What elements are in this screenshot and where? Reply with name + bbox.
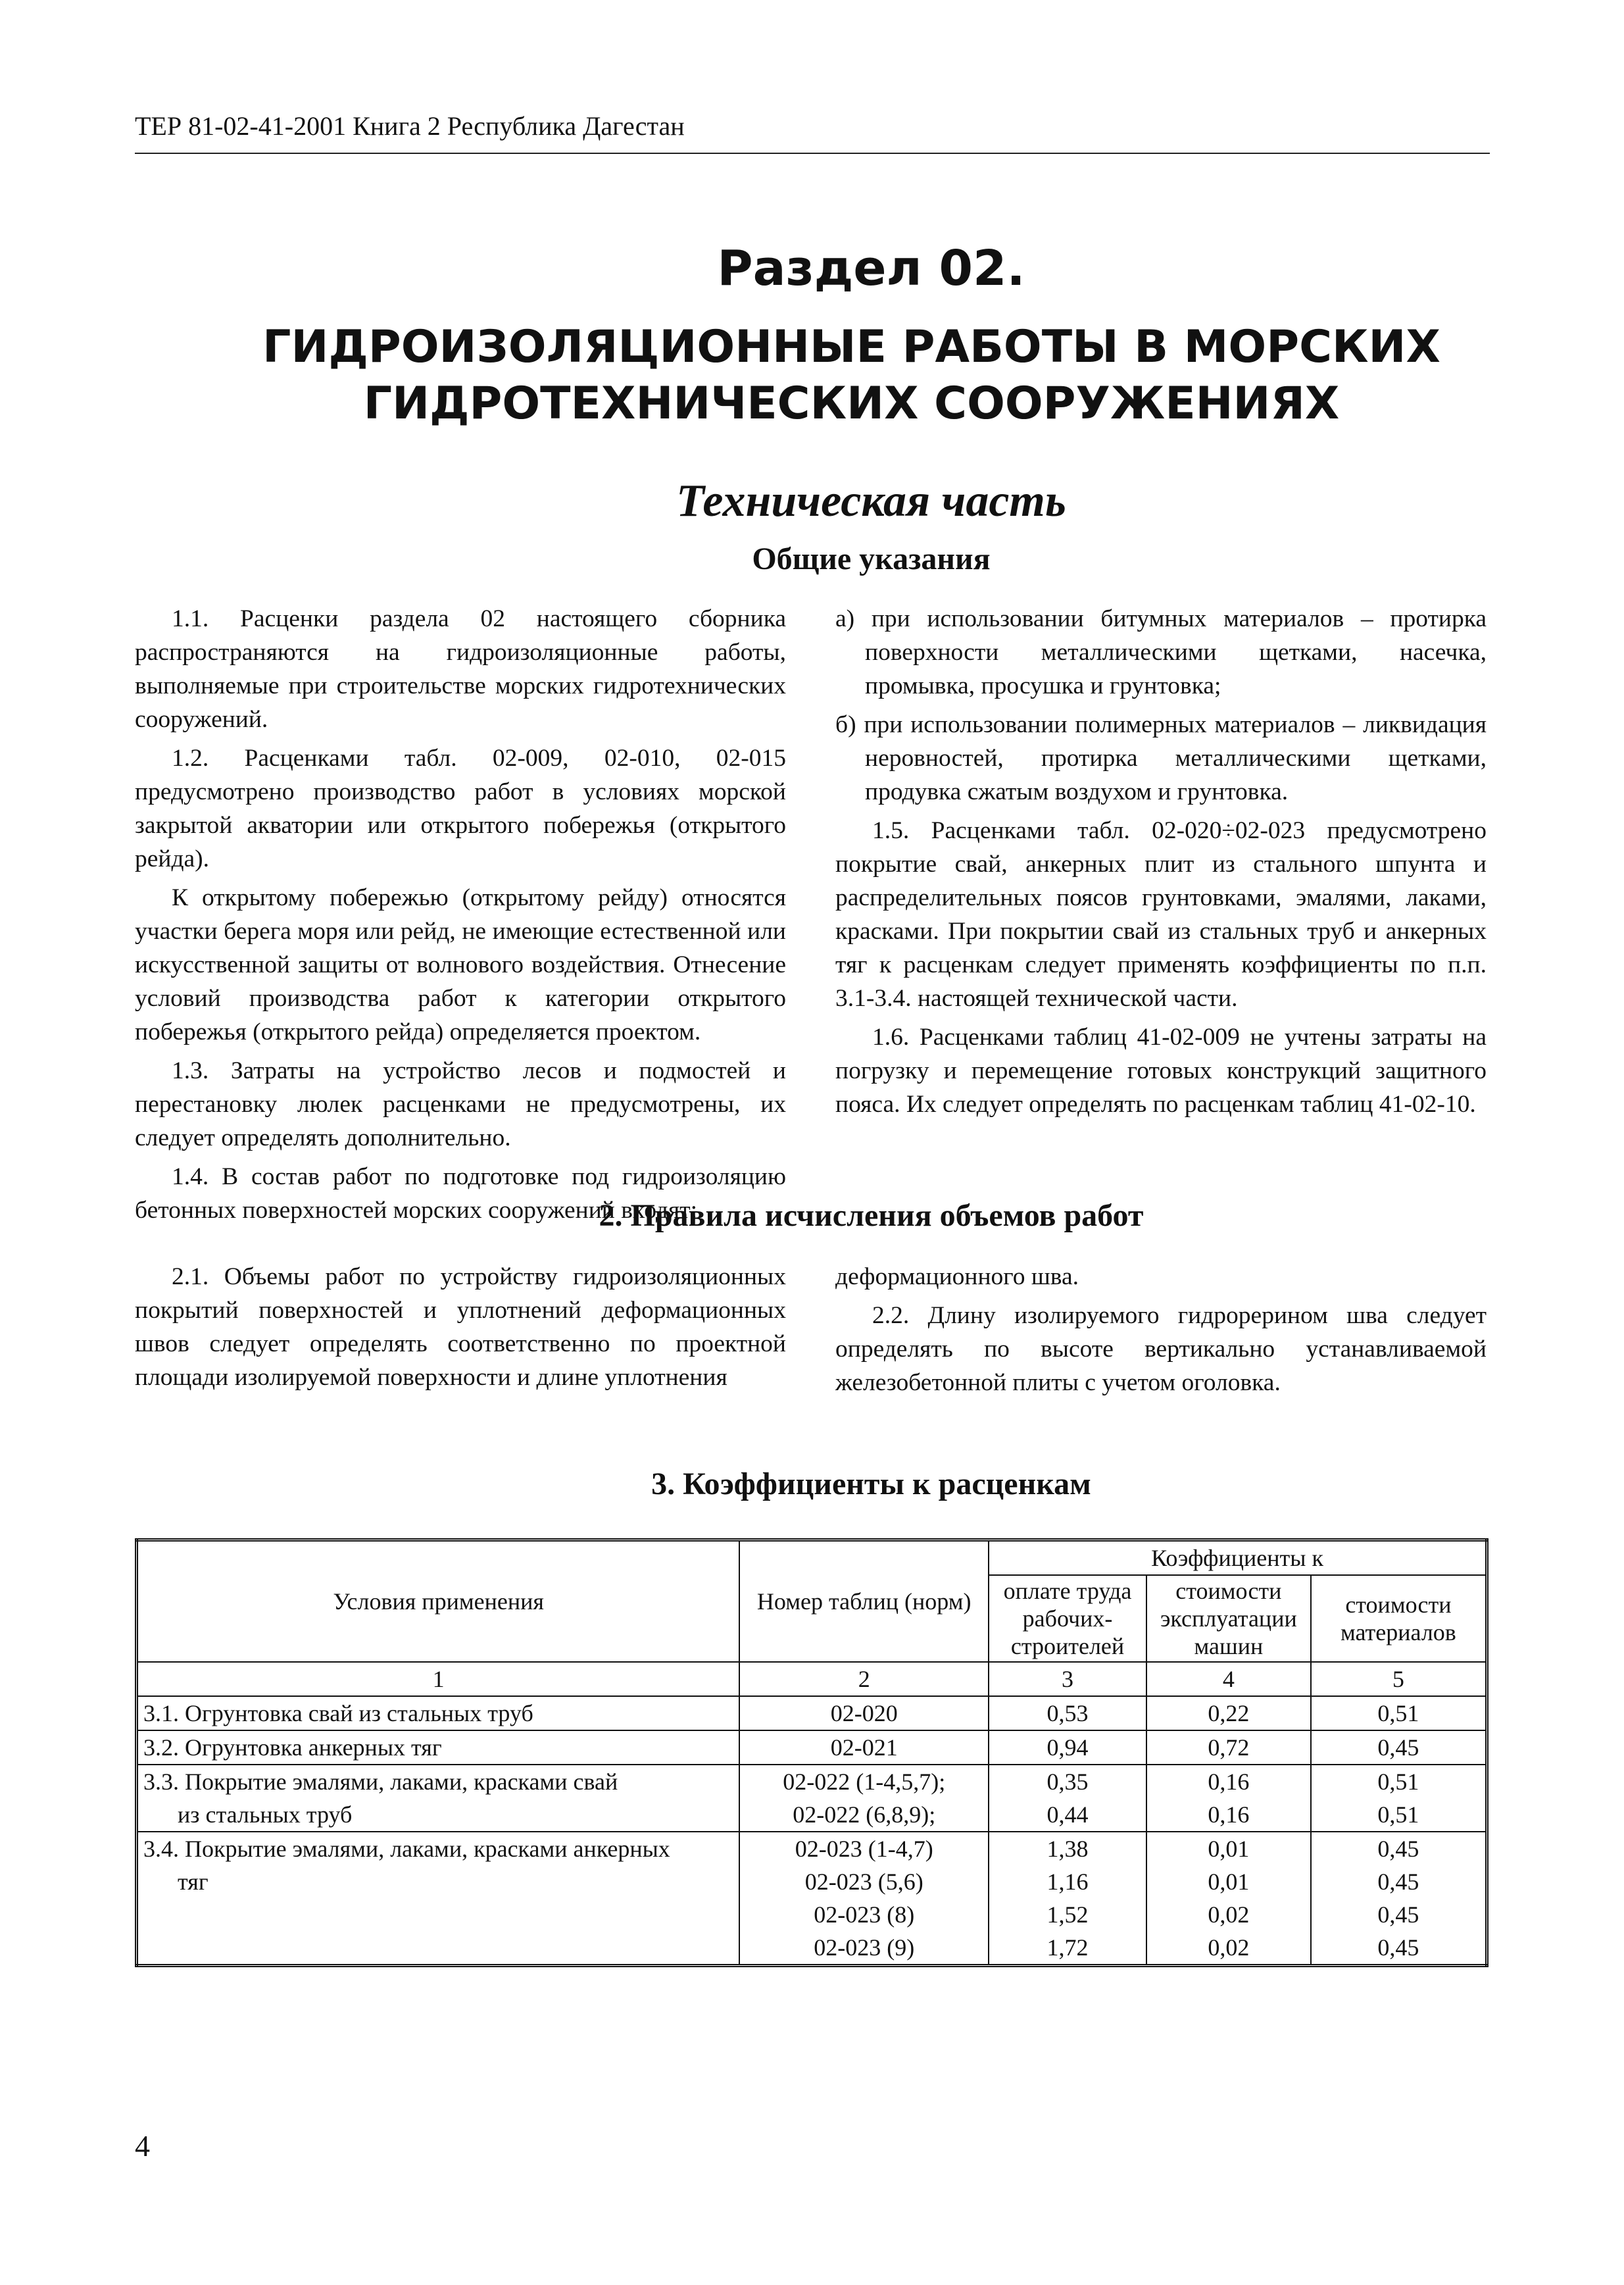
cell-table: 02-022 (6,8,9);: [739, 1798, 989, 1832]
cell-table: 02-022 (1-4,5,7);: [739, 1765, 989, 1798]
col-num: 5: [1311, 1662, 1487, 1696]
coefficient-table: [135, 1538, 1489, 1967]
cell-materials: 0,45: [1311, 1730, 1487, 1765]
cell-machines: 0,22: [1146, 1696, 1311, 1730]
cell-materials: 0,51: [1311, 1696, 1487, 1730]
cell-condition: тяг: [137, 1865, 740, 1898]
cell-materials: 0,45: [1311, 1865, 1487, 1898]
cell-machines: 0,01: [1146, 1832, 1311, 1865]
para-2-2: 2.2. Длину изолируемого гидрорерином шва следует определять по высоте вертикально устанавливаемой железобетонной плиты с учетом оголовка.: [835, 1302, 1487, 1396]
cell-condition: 3.1. Огрунтовка свай из стальных труб: [137, 1696, 740, 1730]
cell-condition: [137, 1931, 740, 1966]
table-row: [137, 1898, 1487, 1931]
cell-table: 02-023 (5,6): [739, 1865, 989, 1898]
th-conditions: Условия применения: [137, 1540, 740, 1663]
table-row: [137, 1931, 1487, 1966]
cell-table: 02-023 (8): [739, 1898, 989, 1931]
para-2-1: 2.1. Объемы работ по устройству гидроизоляционных покрытий поверхностей и уплотнений деформационных швов следует определять соответственно по проектной площади изолируемой поверхности и длине уплотнения: [135, 1263, 786, 1391]
coef-heading: 3. Коэффициенты к расценкам: [651, 1467, 1091, 1501]
section-title: [0, 319, 1624, 432]
cell-machines: 0,16: [1146, 1765, 1311, 1798]
running-header: ТЕР 81-02-41-2001 Книга 2 Республика Дагестан: [135, 111, 685, 141]
th-materials: стоимости материалов: [1311, 1575, 1487, 1662]
para-1-4: 1.4. В состав работ по подготовке под гидроизоляцию бетонных поверхностей морских сооружений входят:: [135, 1163, 786, 1224]
cell-materials: 0,51: [1311, 1765, 1487, 1798]
cell-labor: 1,72: [989, 1931, 1146, 1966]
cell-condition: 3.2. Огрунтовка анкерных тяг: [137, 1730, 740, 1765]
cell-labor: 0,53: [989, 1696, 1146, 1730]
general-left-column: [135, 602, 786, 1232]
cell-materials: 0,45: [1311, 1931, 1487, 1966]
col-num: 3: [989, 1662, 1146, 1696]
cell-machines: 0,72: [1146, 1730, 1311, 1765]
cell-table: 02-020: [739, 1696, 989, 1730]
table-row: [137, 1765, 1487, 1798]
th-machines: стоимости эксплуатации машин: [1146, 1575, 1311, 1662]
cell-table: 02-023 (1-4,7): [739, 1832, 989, 1865]
cell-materials: 0,51: [1311, 1798, 1487, 1832]
cell-materials: 0,45: [1311, 1898, 1487, 1931]
col-num: 4: [1146, 1662, 1311, 1696]
table-row: [137, 1798, 1487, 1832]
para-1-6: 1.6. Расценками таблиц 41-02-009 не учтены затраты на погрузку и перемещение готовых конструкций защитного пояса. Их следует определять по расценкам таблиц 41-02-10.: [835, 1024, 1487, 1118]
cell-labor: 0,94: [989, 1730, 1146, 1765]
para-2-1-cont: деформационного шва.: [835, 1263, 1079, 1290]
cell-machines: 0,02: [1146, 1898, 1311, 1931]
para-open-coast: К открытому побережью (открытому рейду) относятся участки берега моря или рейд, не имеющие естественной или искусственной защиты от волнового воздействия. Отнесение условий производства работ к категории открытого побережья (открытого рейда) определяется проектом.: [135, 884, 786, 1045]
cell-labor: 1,38: [989, 1832, 1146, 1865]
th-labor: оплате труда рабочих-строителей: [989, 1575, 1146, 1662]
cell-labor: 0,44: [989, 1798, 1146, 1832]
page-number: 4: [135, 2129, 150, 2163]
header-rule: [135, 153, 1490, 154]
rules-heading: 2. Правила исчисления объемов работ: [599, 1198, 1144, 1233]
table-row: [137, 1865, 1487, 1898]
table-row: [137, 1832, 1487, 1865]
cell-materials: 0,45: [1311, 1832, 1487, 1865]
cell-condition: [137, 1898, 740, 1931]
cell-machines: 0,02: [1146, 1931, 1311, 1966]
item-b: б) при использовании полимерных материалов – ликвидация неровностей, протирка металлическими щетками, продувка сжатым воздухом и грунтовка.: [835, 711, 1487, 805]
column-number-row: [137, 1662, 1487, 1696]
general-right-column: [835, 602, 1487, 1126]
section-title-line2: ГИДРОТЕХНИЧЕСКИХ СООРУЖЕНИЯХ: [363, 378, 1340, 430]
cell-labor: 1,52: [989, 1898, 1146, 1931]
para-1-3: 1.3. Затраты на устройство лесов и подмостей и перестановку люлек расценками не предусмотрены, их следует определять дополнительно.: [135, 1057, 786, 1151]
table-header-row: [137, 1540, 1487, 1576]
cell-condition: 3.4. Покрытие эмалями, лаками, красками анкерных: [137, 1832, 740, 1865]
section-title-line1: ГИДРОИЗОЛЯЦИОННЫЕ РАБОТЫ В МОРСКИХ: [262, 321, 1440, 373]
rules-left-column: [135, 1260, 786, 1399]
th-table-no: Номер таблиц (норм): [739, 1540, 989, 1663]
general-heading: Общие указания: [752, 541, 991, 576]
table-row: [137, 1730, 1487, 1765]
cell-labor: 0,35: [989, 1765, 1146, 1798]
para-1-2: 1.2. Расценками табл. 02-009, 02-010, 02-015 предусмотрено производство работ в условиях морской закрытой акватории или открытого побережья (открытого рейда).: [135, 745, 786, 872]
para-1-5: 1.5. Расценками табл. 02-020÷02-023 предусмотрено покрытие свай, анкерных плит из стального шпунта и распределительных поясов грунтовками, эмалями, лаками, красками. При покрытии свай из стальных труб и анкерных тяг к расценкам следует применять коэффициенты по п.п. 3.1-3.4. настоящей технической части.: [835, 817, 1487, 1012]
col-num: 2: [739, 1662, 989, 1696]
para-1-1: 1.1. Расценки раздела 02 настоящего сборника распространяются на гидроизоляционные работы, выполняемые при строительстве морских гидротехнических сооружений.: [135, 605, 786, 733]
cell-table: 02-023 (9): [739, 1931, 989, 1966]
item-a: а) при использовании битумных материалов – протирка поверхности металлическими щетками, насечка, промывка, просушка и грунтовка;: [835, 605, 1487, 699]
cell-condition: 3.3. Покрытие эмалями, лаками, красками свай: [137, 1765, 740, 1798]
rules-right-column: [835, 1260, 1487, 1405]
cell-labor: 1,16: [989, 1865, 1146, 1898]
table-row: [137, 1696, 1487, 1730]
section-number: Раздел 02.: [717, 240, 1025, 297]
col-num: 1: [137, 1662, 740, 1696]
th-coef-group: Коэффициенты к: [989, 1540, 1487, 1576]
cell-table: 02-021: [739, 1730, 989, 1765]
section-subtitle: Техническая часть: [676, 476, 1066, 526]
cell-condition: из стальных труб: [137, 1798, 740, 1832]
cell-machines: 0,01: [1146, 1865, 1311, 1898]
cell-machines: 0,16: [1146, 1798, 1311, 1832]
